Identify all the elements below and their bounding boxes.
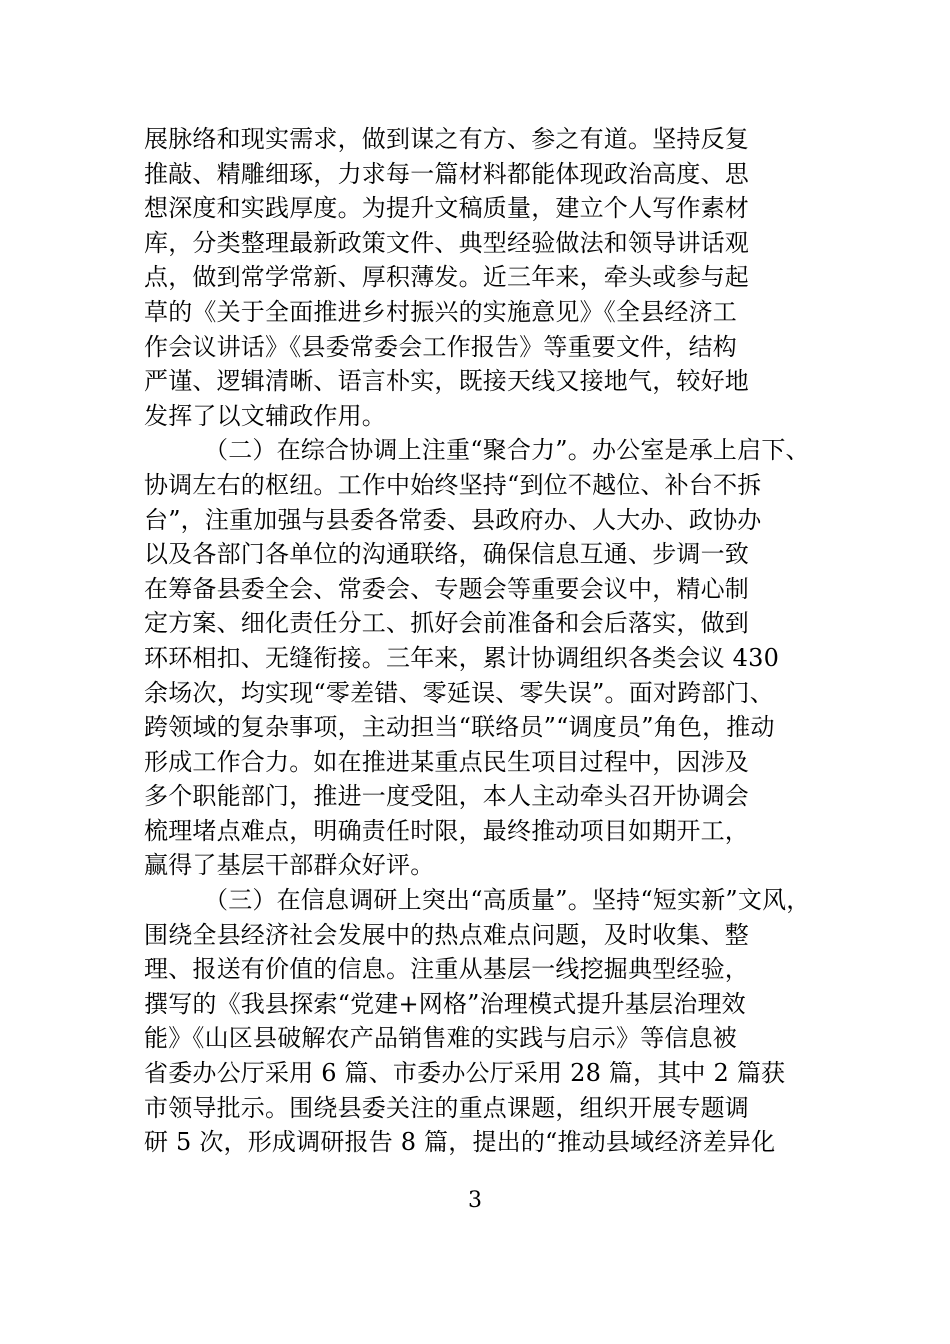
text-line: 梳理堵点难点，明确责任时限，最终推动项目如期开工， <box>144 816 749 845</box>
text-line: 赢得了基层干部群众好评。 <box>144 851 435 880</box>
section-heading-line: （三）在信息调研上突出“高质量”。坚持“短实新”文风， <box>204 886 811 915</box>
text-line: 点，做到常学常新、厚积薄发。近三年来，牵头或参与起 <box>144 263 749 292</box>
text-line: 在筹备县委全会、常委会、专题会等重要会议中，精心制 <box>144 574 749 603</box>
text-line: 协调左右的枢纽。工作中始终坚持“到位不越位、补台不拆 <box>144 470 762 499</box>
text-line: 理、报送有价值的信息。注重从基层一线挖掘典型经验， <box>144 955 749 984</box>
text-line: 市领导批示。围绕县委关注的重点课题，组织开展专题调 <box>144 1093 749 1122</box>
text-line: 台”，注重加强与县委各常委、县政府办、人大办、政协办 <box>144 505 762 534</box>
text-line: 定方案、细化责任分工、抓好会前准备和会后落实，做到 <box>144 609 749 638</box>
text-line: 想深度和实践厚度。为提升文稿质量，建立个人写作素材 <box>144 194 749 223</box>
text-line: 形成工作合力。如在推进某重点民生项目过程中，因涉及 <box>144 747 749 776</box>
text-line: 多个职能部门，推进一度受阻，本人主动牵头召开协调会 <box>144 782 749 811</box>
text-line: 跨领域的复杂事项，主动担当“联络员”“调度员”角色，推动 <box>144 713 775 742</box>
text-line: 作会议讲话》《县委常委会工作报告》等重要文件，结构 <box>144 332 737 361</box>
text-line: 展脉络和现实需求，做到谋之有方、参之有道。坚持反复 <box>144 125 749 153</box>
text-line: 发挥了以文辅政作用。 <box>144 401 386 430</box>
text-line: 草的《关于全面推进乡村振兴的实施意见》《全县经济工 <box>144 297 737 326</box>
text-line: 撰写的《我县探索“党建+网格”治理模式提升基层治理效 <box>144 989 746 1018</box>
text-line: 研 5 次，形成调研报告 8 篇，提出的“推动县域经济差异化 <box>144 1128 776 1157</box>
section-heading-line: （二）在综合协调上注重“聚合力”。办公室是承上启下、 <box>204 436 810 465</box>
text-line: 围绕全县经济社会发展中的热点难点问题，及时收集、整 <box>144 920 749 949</box>
text-line: 环环相扣、无缝衔接。三年来，累计协调组织各类会议 430 <box>144 643 780 672</box>
document-body <box>144 122 824 1160</box>
text-line: 库，分类整理最新政策文件、典型经验做法和领导讲话观 <box>144 228 749 257</box>
page-number: 3 <box>468 1188 482 1213</box>
text-line: 能》《山区县破解农产品销售难的实践与启示》等信息被 <box>144 1024 737 1053</box>
text-line: 严谨、逻辑清晰、语言朴实，既接天线又接地气，较好地 <box>144 367 749 396</box>
text-line: 余场次，均实现“零差错、零延误、零失误”。面对跨部门、 <box>144 678 774 707</box>
text-line: 省委办公厅采用 6 篇、市委办公厅采用 28 篇，其中 2 篇获 <box>144 1059 786 1088</box>
text-line: 推敲、精雕细琢，力求每一篇材料都能体现政治高度、思 <box>144 159 749 188</box>
text-line: 以及各部门各单位的沟通联络，确保信息互通、步调一致 <box>144 540 749 569</box>
